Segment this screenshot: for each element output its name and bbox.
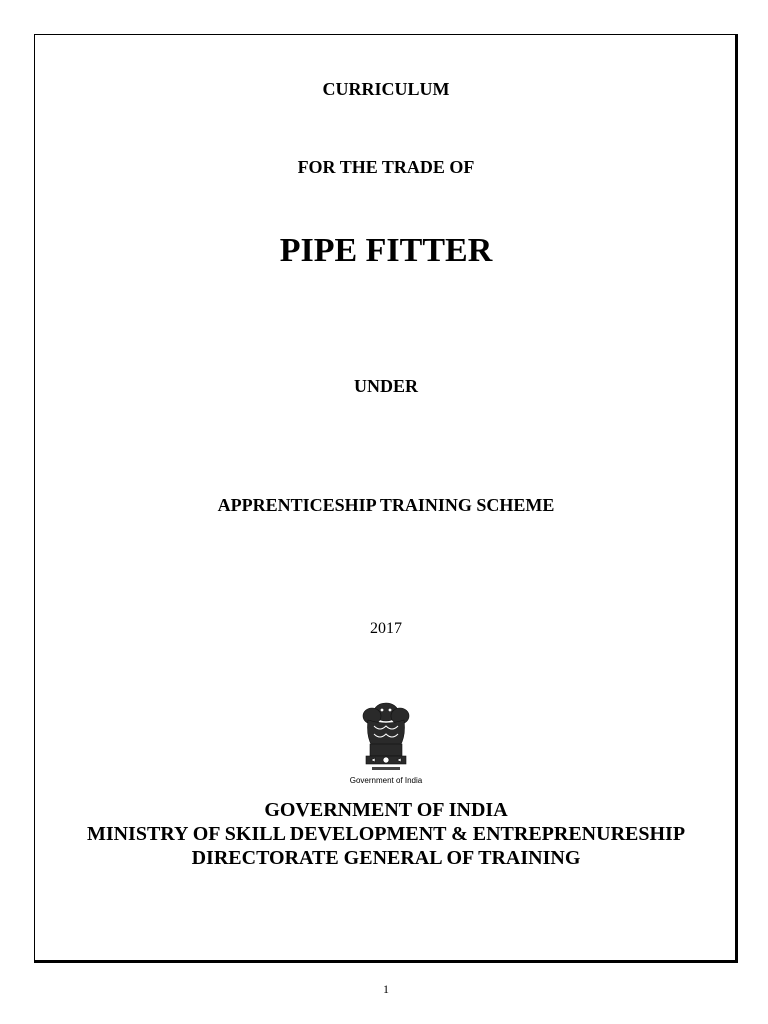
trade-title: PIPE FITTER (279, 232, 493, 269)
issuer-ministry: MINISTRY OF SKILL DEVELOPMENT & ENTREPRENURESHIP (86, 823, 686, 845)
document-subheading: FOR THE TRADE OF (297, 157, 475, 177)
issuer-directorate: DIRECTORATE GENERAL OF TRAINING (191, 847, 581, 869)
issuer-government: GOVERNMENT OF INDIA (264, 799, 508, 821)
publication-year: 2017 (370, 620, 402, 637)
document-heading: CURRICULUM (322, 79, 450, 99)
page-number: 1 (383, 982, 389, 996)
emblem-caption: Government of India (349, 776, 423, 785)
scheme-name: APPRENTICESHIP TRAINING SCHEME (217, 495, 555, 515)
under-label: UNDER (353, 376, 418, 396)
